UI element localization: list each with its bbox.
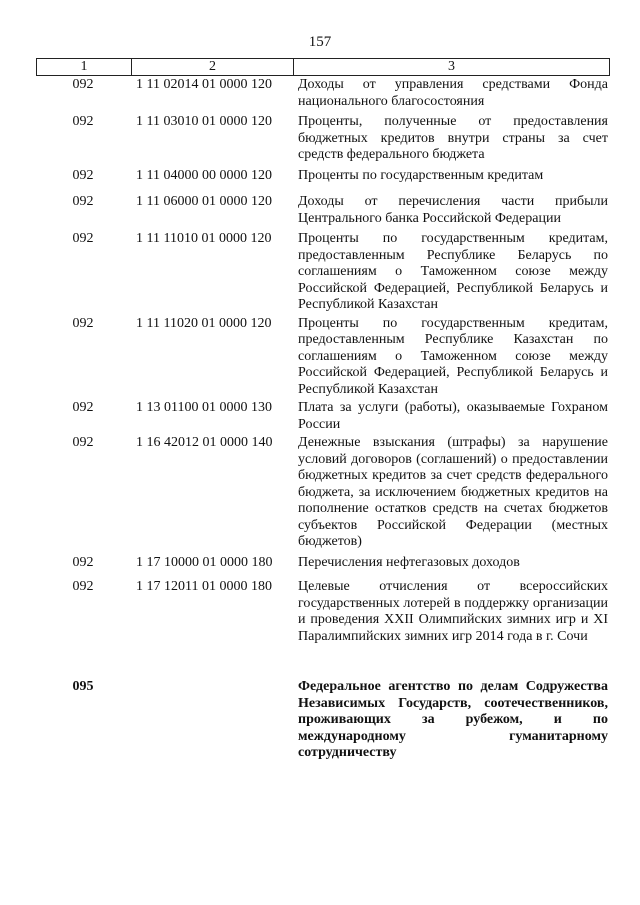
agency-title-cell: Федеральное агентство по делам Содружества Независимых Государств, соотечественников, проживающих за рубежом, и по международному гуманитарному сотрудничеству [298,679,608,760]
budget-code-cell: 1 17 10000 01 0000 180 [136,554,273,570]
budget-code-cell: 1 11 04000 00 0000 120 [136,167,272,183]
page-number: 157 [308,34,332,50]
budget-code-cell: 1 11 03010 01 0000 120 [136,114,272,129]
admin-code-cell: 092 [72,167,94,183]
description-cell: Перечисления нефтегазовых доходов [298,554,520,570]
description-cell: Проценты по государственным кредитам, предоставленным Республике Беларусь по соглашениям о Таможенном союзе между Российской Федерацией, Республикой Беларусь и Республикой Казахстан [298,231,608,312]
description-cell: Доходы от управления средствами Фонда национального благосостояния [298,77,608,109]
description-cell: Проценты по государственным кредитам [298,167,544,183]
budget-code-cell: 1 16 42012 01 0000 140 [136,435,273,450]
admin-code-cell: 095 [72,679,94,694]
description-cell: Проценты, полученные от предоставления бюджетных кредитов внутри страны за счет средств федерального бюджета [298,114,608,162]
table-row [36,114,608,164]
description-cell: Целевые отчисления от всероссийских государственных лотерей в поддержку организации и проведения XXII Олимпийских зимних игр и XI Паралимпийских зимних игр 2014 года в г. Сочи [298,579,608,644]
description-cell: Доходы от перечисления части прибыли Центрального банка Российской Федерации [298,194,608,226]
description-cell: Проценты по государственным кредитам, предоставленным Республике Казахстан по соглашениям о Таможенном союзе между Российской Федерацией, Республикой Беларусь и Республикой Казахстан [298,315,608,397]
table-header-row [36,58,610,76]
table-row [36,194,608,227]
admin-code-cell: 092 [72,579,94,594]
admin-code-cell: 092 [72,114,94,129]
admin-code-cell: 092 [72,231,94,246]
budget-code-cell: 1 11 11020 01 0000 120 [136,315,272,331]
header-col-1: 1 [37,59,132,75]
header-col-2: 2 [132,59,294,75]
table-row [36,231,608,314]
table-row [36,400,608,433]
table-row [36,579,608,645]
budget-code-cell: 1 11 06000 01 0000 120 [136,194,272,209]
table-row [36,316,608,399]
admin-code-cell: 092 [72,77,94,92]
admin-code-cell: 092 [72,435,94,450]
table-row [36,77,608,110]
description-cell: Плата за услуги (работы), оказываемые Гохраном России [298,400,608,432]
table-body [36,77,608,762]
description-cell: Денежные взыскания (штрафы) за нарушение условий договоров (соглашений) о предоставлении бюджетных кредитов за счет средств федерального бюджета, за исключением бюджетных кредитов на пополнение остатков средств на счетах бюджетов субъектов Российской Федерации (местных бюджетов) [298,435,608,549]
budget-code-cell: 1 11 02014 01 0000 120 [136,77,272,92]
budget-code-cell: 1 13 01100 01 0000 130 [136,400,272,415]
admin-code-cell: 092 [72,194,94,209]
table-row [36,435,608,551]
budget-code-cell: 1 17 12011 01 0000 180 [136,579,272,594]
admin-code-cell: 092 [72,400,94,415]
admin-code-cell: 092 [72,554,94,570]
budget-code-cell: 1 11 11010 01 0000 120 [136,231,272,246]
budget-code-cell [130,679,290,762]
table-row-agency-heading [36,679,608,762]
table-row [36,168,608,185]
admin-code-cell: 092 [72,315,94,331]
table-row [36,555,608,572]
header-col-3: 3 [448,59,455,74]
